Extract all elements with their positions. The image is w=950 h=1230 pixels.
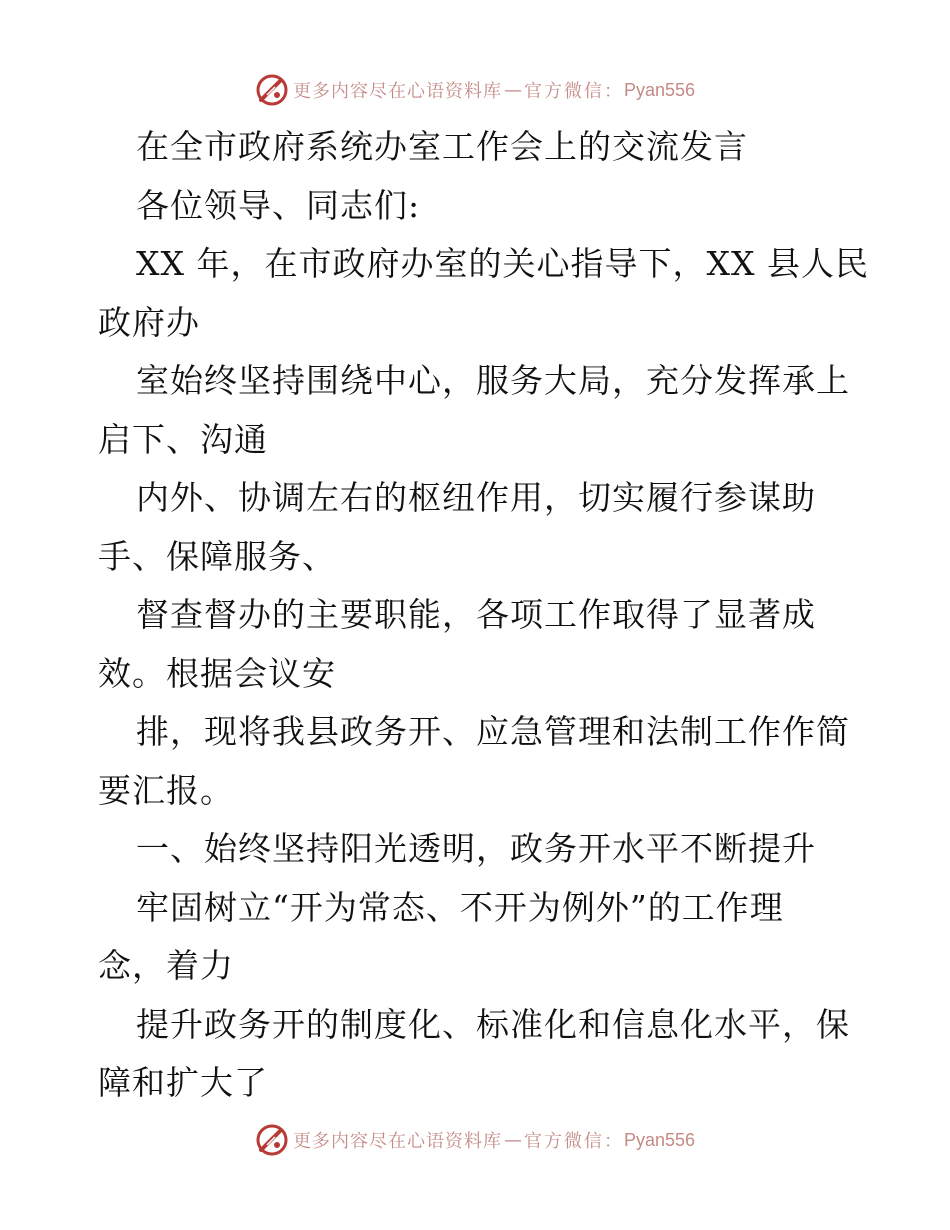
watermark-separator: — bbox=[503, 79, 522, 101]
document-body bbox=[98, 118, 869, 1113]
watermark-wechat-label: 官方微信： bbox=[523, 81, 624, 102]
watermark-wechat-id: Pyan556 bbox=[623, 1129, 696, 1150]
text-line: 牢固树立“开为常态、不开为例外”的工作理 bbox=[136, 887, 784, 927]
watermark-separator: — bbox=[503, 1129, 522, 1151]
text-line: 障和扩大了 bbox=[98, 1063, 268, 1102]
text-line: 一、始终坚持阳光透明，政务开水平不断提升 bbox=[136, 829, 816, 868]
footer-watermark bbox=[0, 1120, 950, 1160]
watermark-site-text: 更多内容尽在心语资料库 bbox=[292, 1131, 502, 1152]
logo-icon bbox=[255, 73, 289, 107]
text-line: 念，着力 bbox=[98, 946, 234, 985]
text-line: 在全市政府系统办室工作会上的交流发言 bbox=[136, 127, 748, 166]
header-watermark bbox=[0, 70, 950, 110]
text-line: 政府办 bbox=[98, 302, 200, 342]
watermark-site-text: 更多内容尽在心语资料库 bbox=[292, 81, 502, 102]
text-line: 督查督办的主要职能，各项工作取得了显著成 bbox=[136, 595, 816, 634]
text-line: 启下、沟通 bbox=[98, 419, 268, 459]
text-line: 提升政务开的制度化、标准化和信息化水平，保 bbox=[136, 1004, 850, 1044]
text-line: 要汇报。 bbox=[98, 770, 234, 810]
text-line: 排，现将我县政务开、应急管理和法制工作作简 bbox=[136, 712, 850, 751]
watermark-wechat-label: 官方微信： bbox=[523, 1131, 624, 1152]
text-line: 各位领导、同志们: bbox=[136, 185, 421, 225]
watermark-wechat-id: Pyan556 bbox=[623, 79, 696, 100]
logo-icon bbox=[255, 1123, 289, 1157]
text-line: 手、保障服务、 bbox=[98, 536, 336, 576]
text-line: 内外、协调左右的枢纽作用，切实履行参谋助 bbox=[136, 478, 816, 517]
text-line: XX 年，在市政府办室的关心指导下，XX 县人民 bbox=[136, 244, 869, 283]
text-line: 室始终坚持围绕中心，服务大局，充分发挥承上 bbox=[136, 361, 850, 400]
text-line: 效。根据会议安 bbox=[98, 653, 336, 693]
